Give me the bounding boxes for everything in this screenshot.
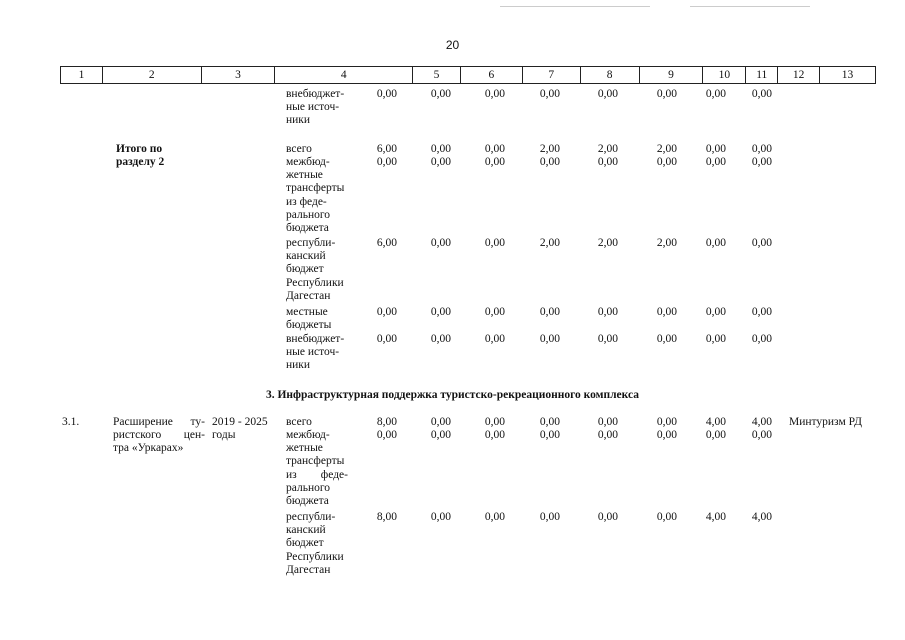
value-cell: 0,00 (539, 306, 560, 318)
value-cell: 0,00 (376, 88, 397, 100)
text-line: из феде- (286, 195, 327, 208)
text-line: республи- (286, 237, 336, 249)
value-cell: 0,00 (484, 143, 505, 155)
text-line: республи- (286, 511, 336, 523)
value-cell: 0,00 (484, 416, 505, 428)
funding-source-label (286, 511, 344, 577)
value-cell: 0,00 (430, 333, 451, 345)
value-cell: 2,00 (656, 143, 677, 155)
value-cell: 0,00 (656, 416, 677, 428)
value-cell: 0,00 (539, 511, 560, 523)
value-cell: 0,00 (430, 143, 451, 155)
value-cell: 4,00 (751, 511, 772, 523)
header-col-8: 8 (581, 67, 640, 83)
header-col-7: 7 (523, 67, 581, 83)
header-col-11: 11 (746, 67, 778, 83)
value-cell: 0,00 (484, 511, 505, 523)
value-cell: 0,00 (751, 237, 772, 249)
value-cell: 0,00 (484, 306, 505, 318)
value-cell: 6,00 (376, 237, 397, 249)
value-cell: 0,00 (376, 306, 397, 318)
value-cell: 0,00 (751, 306, 772, 318)
value-cell: 0,00 (656, 306, 677, 318)
value-cell: 0,00 (484, 156, 505, 168)
value-cell: 0,00 (656, 429, 677, 441)
value-cell: 0,00 (705, 333, 726, 345)
text-line: Дагестан (286, 563, 331, 576)
text-line: ристского цен- (113, 429, 205, 442)
funding-source-label (286, 306, 331, 332)
text-line: ные источ- (286, 346, 340, 359)
value-cell: 2,00 (656, 237, 677, 249)
text-line: межбюд- (286, 156, 330, 168)
header-col-2: 2 (103, 67, 202, 83)
value-cell: 0,00 (705, 143, 726, 155)
text-line: бюджеты (286, 319, 332, 332)
value-cell: 0,00 (430, 429, 451, 441)
text-line: Итого по (116, 143, 163, 155)
text-line: бюджет (286, 263, 324, 276)
value-cell: 0,00 (705, 306, 726, 318)
text-line: рального (286, 208, 331, 221)
text-line: Расширение ту- (113, 416, 205, 428)
header-col-10: 10 (703, 67, 746, 83)
value-cell: 8,00 (376, 511, 397, 523)
value-cell: 0,00 (430, 88, 451, 100)
value-cell: 0,00 (539, 156, 560, 168)
value-cell: 2,00 (597, 237, 618, 249)
value-cell: 0,00 (656, 333, 677, 345)
text-line: бюджет (286, 537, 324, 550)
text-line: бюджета (286, 495, 329, 508)
value-cell: 2,00 (539, 143, 560, 155)
value-cell: 0,00 (430, 306, 451, 318)
value-cell: 0,00 (656, 88, 677, 100)
value-cell: 0,00 (597, 88, 618, 100)
text-line: внебюджет- (286, 333, 345, 345)
value-cell: 0,00 (751, 88, 772, 100)
text-line: межбюд- (286, 429, 330, 441)
header-col-1: 1 (61, 67, 103, 83)
item-name (113, 416, 205, 456)
text-line: трансферты (286, 455, 345, 468)
text-line: ные источ- (286, 101, 340, 114)
scan-artifact-line (500, 6, 650, 7)
text-line: рального (286, 481, 331, 494)
item-period (212, 416, 268, 442)
value-cell: 0,00 (376, 156, 397, 168)
value-cell: 0,00 (597, 511, 618, 523)
value-cell: 0,00 (656, 511, 677, 523)
text-line: бюджета (286, 222, 329, 235)
value-cell: 0,00 (484, 237, 505, 249)
funding-source-label (286, 333, 344, 373)
value-cell: 0,00 (376, 429, 397, 441)
header-col-4: 4 (275, 67, 413, 83)
value-cell: 8,00 (376, 416, 397, 428)
value-cell: 0,00 (705, 88, 726, 100)
item-number: 3.1. (62, 416, 80, 428)
funding-source-label (286, 429, 348, 508)
value-cell: 4,00 (705, 511, 726, 523)
header-col-9: 9 (640, 67, 704, 83)
section-total-title (116, 143, 164, 169)
text-line: ники (286, 114, 311, 127)
scan-artifact-line (690, 6, 810, 7)
header-col-13: 13 (841, 69, 854, 81)
text-line: из феде- (286, 468, 348, 481)
text-line: тра «Уркарах» (113, 442, 184, 455)
value-cell: 0,00 (430, 237, 451, 249)
header-col-5: 5 (413, 67, 461, 83)
text-line: Дагестан (286, 289, 331, 302)
text-line: канский (286, 524, 326, 537)
value-cell: 0,00 (597, 416, 618, 428)
funding-source-label: всего (286, 416, 312, 428)
value-cell: 0,00 (430, 511, 451, 523)
value-cell: 0,00 (539, 333, 560, 345)
value-cell: 0,00 (705, 237, 726, 249)
page-number: 20 (445, 38, 460, 52)
table-header-row (60, 66, 876, 84)
value-cell: 0,00 (705, 429, 726, 441)
value-cell: 0,00 (376, 333, 397, 345)
value-cell: 0,00 (484, 88, 505, 100)
header-col-12: 12 (778, 67, 820, 83)
value-cell: 0,00 (597, 306, 618, 318)
value-cell: 0,00 (751, 333, 772, 345)
text-line: годы (212, 429, 236, 442)
value-cell: 0,00 (430, 156, 451, 168)
text-line: 2019 - 2025 (212, 416, 268, 428)
value-cell: 4,00 (751, 416, 772, 428)
value-cell: 2,00 (539, 237, 560, 249)
header-col-6: 6 (461, 67, 523, 83)
text-line: трансферты (286, 182, 345, 195)
funding-source-label: всего (286, 143, 312, 155)
value-cell: 0,00 (539, 429, 560, 441)
section-heading: 3. Инфраструктурная поддержка туристско-рекреационного комплекса (265, 389, 639, 401)
value-cell: 4,00 (705, 416, 726, 428)
text-line: канский (286, 250, 326, 263)
value-cell: 6,00 (376, 143, 397, 155)
text-line: внебюджет- (286, 88, 345, 100)
value-cell: 0,00 (597, 333, 618, 345)
funding-source-label (286, 88, 344, 128)
funding-source-label (286, 156, 344, 235)
value-cell: 0,00 (539, 88, 560, 100)
text-line: ники (286, 359, 311, 372)
value-cell: 0,00 (656, 156, 677, 168)
responsible-executor: Минтуризм РД (789, 416, 862, 428)
value-cell: 0,00 (430, 416, 451, 428)
funding-source-label (286, 237, 344, 303)
value-cell: 0,00 (751, 429, 772, 441)
text-line: жетные (286, 169, 323, 182)
text-line: жетные (286, 442, 323, 455)
text-line: разделу 2 (116, 156, 165, 169)
value-cell: 0,00 (484, 429, 505, 441)
text-line: Республики (286, 276, 344, 289)
text-line: Республики (286, 550, 344, 563)
header-col-3: 3 (202, 67, 276, 83)
value-cell: 0,00 (751, 156, 772, 168)
value-cell: 0,00 (597, 156, 618, 168)
value-cell: 0,00 (484, 333, 505, 345)
value-cell: 0,00 (539, 416, 560, 428)
value-cell: 0,00 (597, 429, 618, 441)
value-cell: 2,00 (597, 143, 618, 155)
value-cell: 0,00 (705, 156, 726, 168)
value-cell: 0,00 (751, 143, 772, 155)
text-line: местные (286, 306, 328, 318)
